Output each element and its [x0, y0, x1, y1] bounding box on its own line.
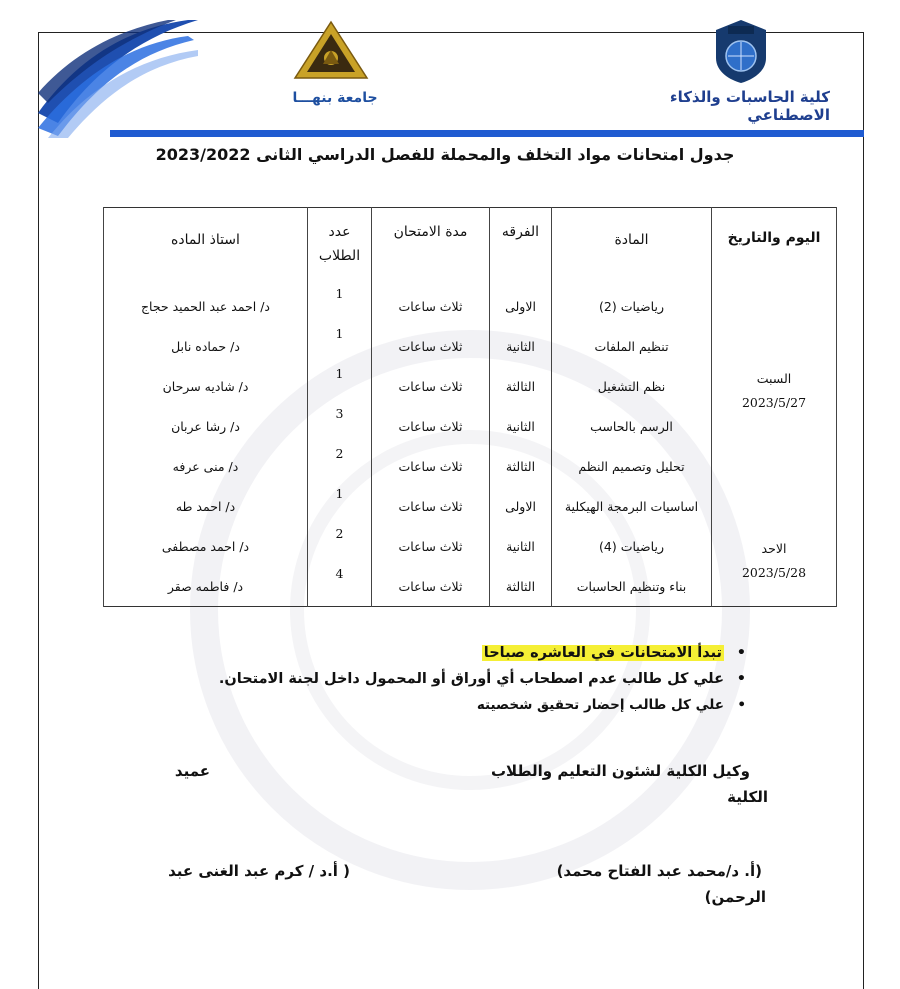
duration-cell: ثلاث ساعات: [372, 286, 490, 326]
day-name: الاحد: [761, 541, 787, 556]
dean-name-line1: ( أ.د / كرم عبد الغنى عبد: [168, 862, 350, 880]
count-cell: 2: [308, 446, 372, 486]
duration-cell: ثلاث ساعات: [372, 566, 490, 607]
level-cell: الثالثة: [490, 366, 552, 406]
professor-cell: د/ احمد طه: [104, 486, 308, 526]
note-item: [200, 645, 740, 661]
count-cell: 1: [308, 286, 372, 326]
exam-notes-list: [200, 645, 740, 723]
faculty-name: كلية الحاسبات والذكاء الاصطناعي: [669, 88, 830, 124]
day-name: السبت: [756, 371, 792, 386]
day-date: 2023/5/27: [741, 395, 807, 410]
duration-cell: ثلاث ساعات: [372, 446, 490, 486]
day-cell-saturday: [712, 286, 837, 446]
count-cell: 1: [308, 366, 372, 406]
subject-cell: بناء وتنظيم الحاسبات: [552, 566, 712, 607]
count-cell: 1: [308, 486, 372, 526]
professor-cell: د/ حماده نابل: [104, 326, 308, 366]
subject-cell: تحليل وتصميم النظم: [552, 446, 712, 486]
count-cell: 1: [308, 326, 372, 366]
subject-cell: نظم التشغيل: [552, 366, 712, 406]
faculty-logo: [712, 18, 770, 84]
note-text: علي كل طالب إحضار تحقيق شخصيته: [476, 697, 724, 713]
duration-cell: ثلاث ساعات: [372, 406, 490, 446]
level-cell: الثانية: [490, 406, 552, 446]
subject-cell: رياضيات (2): [552, 286, 712, 326]
header-duration: مدة الامتحان: [372, 208, 490, 287]
university-logo: [293, 20, 369, 82]
table-row: [104, 446, 837, 486]
day-date: 2023/5/28: [741, 565, 807, 580]
table-header-row: [104, 208, 837, 287]
level-cell: الثانية: [490, 326, 552, 366]
level-cell: الثالثة: [490, 446, 552, 486]
header-subject: المادة: [552, 208, 712, 287]
decorative-swoosh: [38, 18, 198, 138]
vice-dean-name: (أ. د/محمد عبد الفتاح محمد): [556, 862, 762, 880]
professor-cell: د/ فاطمه صقر: [104, 566, 308, 607]
duration-cell: ثلاث ساعات: [372, 486, 490, 526]
subject-cell: رياضيات (4): [552, 526, 712, 566]
document-title: جدول امتحانات مواد التخلف والمحملة للفصل الدراسي الثانى 2023/2022: [155, 145, 735, 164]
dean-name-line2: الرحمن): [704, 888, 766, 906]
dean-title-line2: الكلية: [727, 788, 768, 806]
exam-schedule-table: [103, 207, 837, 607]
professor-cell: د/ رشا عربان: [104, 406, 308, 446]
header-professor: استاذ الماده: [104, 208, 308, 287]
note-item: [200, 697, 740, 713]
subject-cell: اساسيات البرمجة الهيكلية: [552, 486, 712, 526]
header-day-date: اليوم والتاريخ: [712, 208, 837, 287]
professor-cell: د/ شاديه سرحان: [104, 366, 308, 406]
duration-cell: ثلاث ساعات: [372, 326, 490, 366]
vice-dean-title: وكيل الكلية لشئون التعليم والطلاب: [490, 762, 750, 780]
subject-cell: تنظيم الملفات: [552, 326, 712, 366]
note-item: [200, 671, 740, 687]
level-cell: الثانية: [490, 526, 552, 566]
professor-cell: د/ احمد مصطفى: [104, 526, 308, 566]
university-name: جامعة بنهـــا: [292, 90, 378, 106]
day-cell-sunday: [712, 446, 837, 607]
level-cell: الاولى: [490, 486, 552, 526]
header-divider: [110, 130, 864, 137]
count-cell: 4: [308, 566, 372, 607]
header-count: عدد الطلاب: [308, 208, 372, 287]
level-cell: الاولى: [490, 286, 552, 326]
professor-cell: د/ احمد عبد الحميد حجاج: [104, 286, 308, 326]
subject-cell: الرسم بالحاسب: [552, 406, 712, 446]
table-row: [104, 286, 837, 326]
level-cell: الثالثة: [490, 566, 552, 607]
note-highlighted-text: تبدأ الامتحانات في العاشره صباحا: [483, 645, 722, 661]
count-cell: 3: [308, 406, 372, 446]
note-text: علي كل طالب عدم اصطحاب أي أوراق أو المحمول داخل لجنة الامتحان.: [218, 671, 724, 687]
duration-cell: ثلاث ساعات: [372, 526, 490, 566]
dean-title-line1: عميد: [174, 762, 210, 780]
duration-cell: ثلاث ساعات: [372, 366, 490, 406]
header-level: الفرقه: [490, 208, 552, 287]
count-cell: 2: [308, 526, 372, 566]
professor-cell: د/ منى عرفه: [104, 446, 308, 486]
